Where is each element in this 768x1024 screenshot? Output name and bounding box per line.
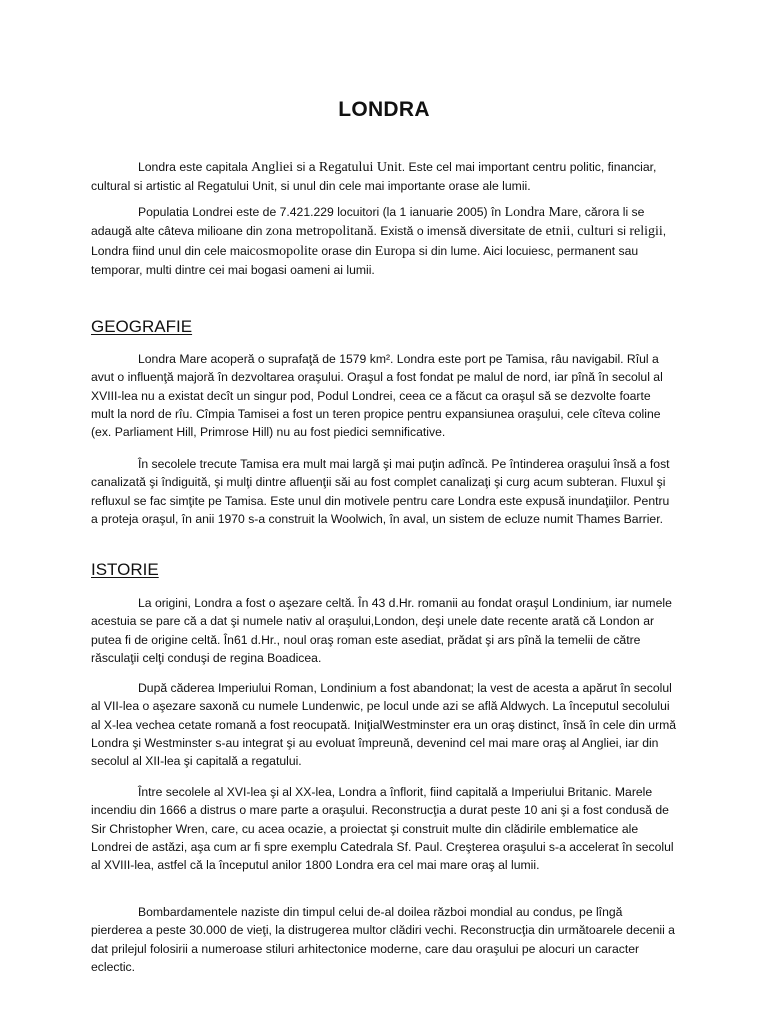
text: Londra este capitala [138, 160, 252, 174]
text: si [613, 224, 630, 239]
link-regatului-unit: Regatului Unit [318, 160, 402, 175]
link-religii: religii [629, 224, 663, 240]
link-culturi: culturi [577, 224, 614, 240]
istorie-paragraph-3: Între secolele al XVI-lea şi al XX-lea, Londra a înflorit, fiind capitală a Imperiului Britanic. Marele incendiu din 1666 a distrus o mare parte a oraşului. Reconstrucţia a durat peste 10 ani şi a fost condusă de Sir Christopher Wren, care, cu acea ocazie, a proiectat şi construit multe din clădirile emblematice ale Londrei de astăzi, aşa cum ar fi spre exemplu Catedrala Sf. Paul. Creşterea oraşului s-a accelerat în secolul al XVIII-lea, astfel că la începutul anilor 1800 Londra era cel mai mare oraş al lumii. [91, 785, 674, 873]
istorie-paragraph-4: Bombardamentele naziste din timpul celui de-al doilea război mondial au condus, pe lîngă pierderea a peste 30.000 de vieţi, la distrugerea multor clădiri vechi. Reconstrucţia din următoarele decenii a dat prilejul folosirii a numeroase stiluri arhitectonice moderne, care dau oraşului pe alocuri un caracter eclectic. [91, 905, 675, 974]
geografie-paragraph-1: Londra Mare acoperă o suprafaţă de 1579 km². Londra este port pe Tamisa, râu navigabil. Rîul a avut o influenţă majoră în dezvoltarea oraşului. Oraşul a fost fondat pe malul de nord, iar pînă în secolul al XVIII-lea nu a existat decît un singur pod, Podul Londrei, ceea ce a făcut ca oraşul să se dezvolte foarte mult la nord de rîu. Cîmpia Tamisei a fost un teren propice pentru expansiunea oraşului, cele cîteva coline (ex. Parliament Hill, Primrose Hill) nu au fost piedici semnificative. [91, 352, 663, 440]
heading-geografie: GEOGRAFIE [91, 317, 193, 336]
text: . Este cel mai important centru politic, financiar, cultural si artistic al Regatului Unit, si unul din cele mai importante orase ale lumii. [91, 160, 657, 194]
text: , [570, 224, 578, 239]
heading-istorie: ISTORIE [91, 560, 159, 579]
text: Populatia Londrei este de 7.421.229 locuitori (la 1 ianuarie 2005) în [138, 205, 505, 219]
text: si din lume. Aici locuiesc, permanent sau temporar, multi dintre cei mai bogasi oameni ai lumii. [91, 243, 639, 277]
intro-paragraph-1 [91, 158, 677, 196]
link-angliei: Angliei [251, 160, 294, 175]
text: , Londra fiind unul din cele mai [91, 224, 667, 258]
link-etnii: etnii [545, 224, 571, 240]
link-europa: Europa [374, 243, 416, 259]
text: orase din [317, 243, 375, 258]
intro-paragraph-2 [91, 203, 677, 279]
text: . Există o imensă diversitate de [373, 224, 546, 239]
geografie-paragraph-2: În secolele trecute Tamisa era mult mai largă şi mai puţin adîncă. Pe întinderea oraşului însă a fost canalizată şi îndiguită, şi mulţi dintre afluenţii săi au fost complet canalizaţi şi curg acum subteran. Fluxul şi refluxul se fac simţite pe Tamisa. Este unul din motivele pentru care Londra este expusă inundaţiilor. Pentru a proteja oraşul, în anii 1970 s-a construit la Woolwich, în aval, un sistem de ecluze numit Thames Barrier. [91, 457, 670, 526]
istorie-paragraph-1: La origini, Londra a fost o aşezare celtă. În 43 d.Hr. romanii au fondat oraşul Londinium, iar numele acestuia se pare că a dat şi numele nativ al oraşului,London, deşi unele date recente arată că London ar putea fi de origine celtă. În61 d.Hr., noul oraş roman este asediat, prădat şi ars pînă la temelii de către răsculaţii celţi conduşi de regina Boadicea. [91, 596, 672, 665]
link-cosmopolite: cosmopolite [249, 243, 318, 259]
istorie-paragraph-2: După căderea Imperiului Roman, Londinium a fost abandonat; la vest de acesta a apărut în secolul al VII-lea o aşezare saxonă cu numele Lundenwic, pe locul unde azi se află Aldwych. La începutul secolului al X-lea vechea cetate romană a fost reocupată. IniţialWestminster era un oraş distinct, însă în cele din urmă Londra şi Westminster s-au integrat şi au evoluat împreună, devenind cel mai mare oraş al Angliei, iar din secolul al XII-lea şi capitală a regatului. [91, 681, 677, 769]
link-zona-metropolitana: zona metropolitană [265, 224, 374, 240]
page-title: LONDRA [338, 98, 430, 121]
text: si a [293, 160, 319, 174]
link-londra-mare: Londra Mare [504, 205, 579, 220]
text: , cărora li se adaugă alte câteva milioane din [91, 205, 645, 239]
